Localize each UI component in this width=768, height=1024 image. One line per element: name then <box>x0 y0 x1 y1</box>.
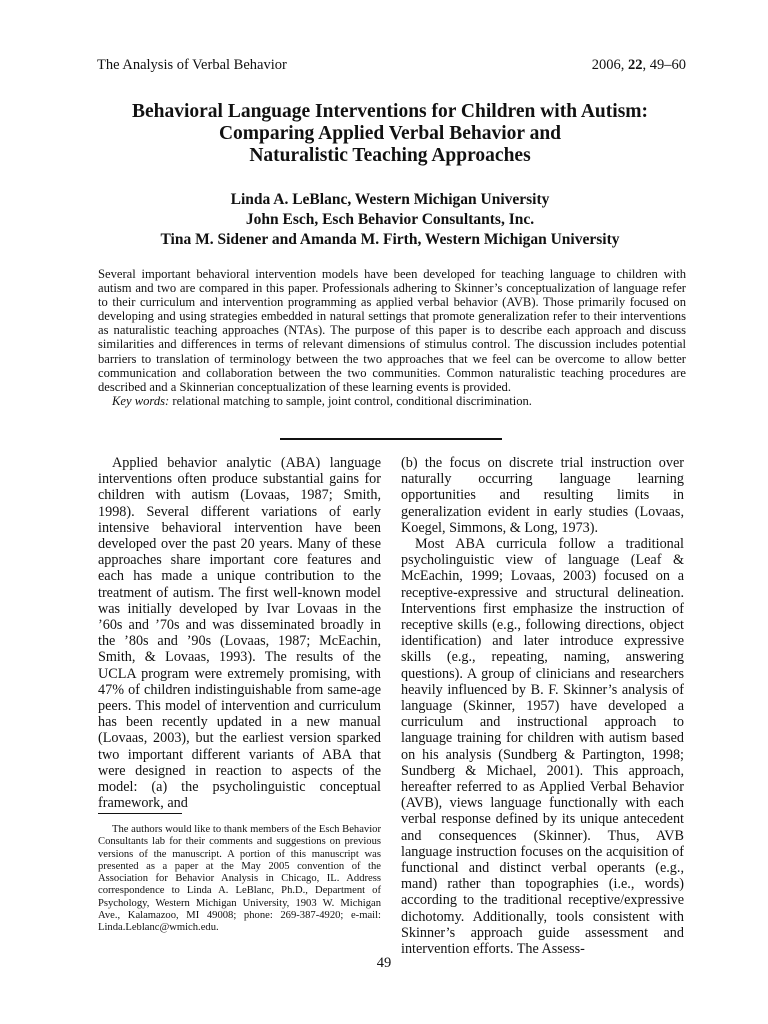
author-line-3: Tina M. Sidener and Amanda M. Firth, Western Michigan University <box>160 231 620 248</box>
footnote-divider <box>98 813 182 814</box>
citation-volume: 22 <box>628 57 643 73</box>
title-line-3: Naturalistic Teaching Approaches <box>249 145 531 166</box>
page-number: 49 <box>376 955 392 971</box>
body-column-left <box>98 455 381 811</box>
running-head <box>97 57 686 74</box>
keywords-list: relational matching to sample, joint control, conditional discrimination. <box>169 393 532 408</box>
author-footnote: The authors would like to thank members of the Esch Behavior Consultants lab for their comments and suggestions on previous versions of the manuscript. A portion of this manuscript was presented as a paper at the May 2005 convention of the Association for Behavior Analysis in Chicago, IL. Address correspondence to Linda A. LeBlanc, Ph.D., Department of Psychology, Western Michigan University, 1903 W. Michigan Ave., Kalamazoo, MI 49008; phone: 269-387-4920; e-mail: Linda.Leblanc@wmich.edu. <box>98 824 381 934</box>
body-paragraph: Applied behavior analytic (ABA) language interventions often produce substantial gains for children with autism (Lovaas, 1987; Smith, 1998). Several different variations of early intensive behavioral intervention have been developed over the past 20 years. Many of these approaches share important core features and each has made a unique contribution to the treatment of autism. The first well-known model was initially developed by Ivar Lovaas in the ’60s and ’70s and was disseminated broadly in the ’80s and ’90s (Lovaas, 1987; McEachin, Smith, & Lovaas, 1993). The results of the UCLA program were extremely promising, with 47% of children indistinguishable from same-age peers. This model of intervention and curriculum has been recently updated in a new manual (Lovaas, 2003), but the earliest version sparked two important different variants of ABA that were designed in reaction to aspects of the model: (a) the psycholinguistic conceptual framework, and <box>98 455 381 812</box>
article-title <box>60 101 720 167</box>
keywords <box>98 394 686 408</box>
title-line-2: Comparing Applied Verbal Behavior and <box>218 123 562 144</box>
journal-name: The Analysis of Verbal Behavior <box>97 57 287 73</box>
abstract-text: Several important behavioral intervention models have been developed for teaching language to children with autism and two are compared in this paper. Professionals adhering to Skinner’s conceptualization of language refer to their curriculum and intervention programming as applied verbal behavior (AVB). Those primarily focused on developing and using strategies embedded in natural settings that promote generalization refer to their interventions as naturalistic teaching approaches (NTAs). The purpose of this paper is to describe each approach and discuss similarities and differences in terms of relevant dimensions of stimulus control. The discussion includes potential barriers to translation of terminology between the two approaches that we feel can be overcome to allow better communication and collaboration between the two communities. Common naturalistic teaching procedures are described and a Skinnerian conceptualization of these learning events is provided. <box>98 267 686 394</box>
author-block <box>60 190 720 250</box>
author-line-1: Linda A. LeBlanc, Western Michigan University <box>230 191 550 208</box>
citation-pages: , 49–60 <box>642 57 686 73</box>
keywords-label: Key words: <box>112 393 170 408</box>
title-line-1: Behavioral Language Interventions for Children with Autism: <box>131 101 649 122</box>
body-column-right <box>401 455 684 957</box>
body-paragraph-continued: (b) the focus on discrete trial instruction over naturally occurring language learning opportunities and resulting limits in generalization evident in early studies (Lovaas, Koegel, Simmons, & Long, 1973). <box>401 455 684 536</box>
citation <box>592 57 686 74</box>
body-paragraph: Most ABA curricula follow a traditional psycholinguistic view of language (Leaf & McEachin, 1999; Lovaas, 2003) focused on a receptive-expressive and structural delineation. Interventions first emphasize the instruction of receptive skills (e.g., following directions, object identification) and later introduce expressive skills (e.g., repeating, naming, answering questions). A group of clinicians and researchers heavily influenced by B. F. Skinner’s analysis of language (Skinner, 1957) have developed a curriculum and instructional approach to language training for children with autism based on his analysis (Sundberg & Partington, 1998; Sundberg & Michael, 2001). This approach, hereafter referred to as Applied Verbal Behavior (AVB), views language functionally with each verbal response defined by its unique antecedent and consequences (Skinner). Thus, AVB language instruction focuses on the acquisition of functional and distinct verbal operants (e.g., mand) rather than topographies (i.e., words) according to the traditional receptive/expressive dichotomy. Additionally, tools consistent with Skinner’s approach guide assessment and intervention efforts. The Assess- <box>401 536 684 958</box>
author-line-2: John Esch, Esch Behavior Consultants, Inc. <box>245 211 535 228</box>
abstract <box>98 267 686 408</box>
citation-year: 2006, <box>591 57 625 73</box>
section-divider <box>280 438 502 440</box>
